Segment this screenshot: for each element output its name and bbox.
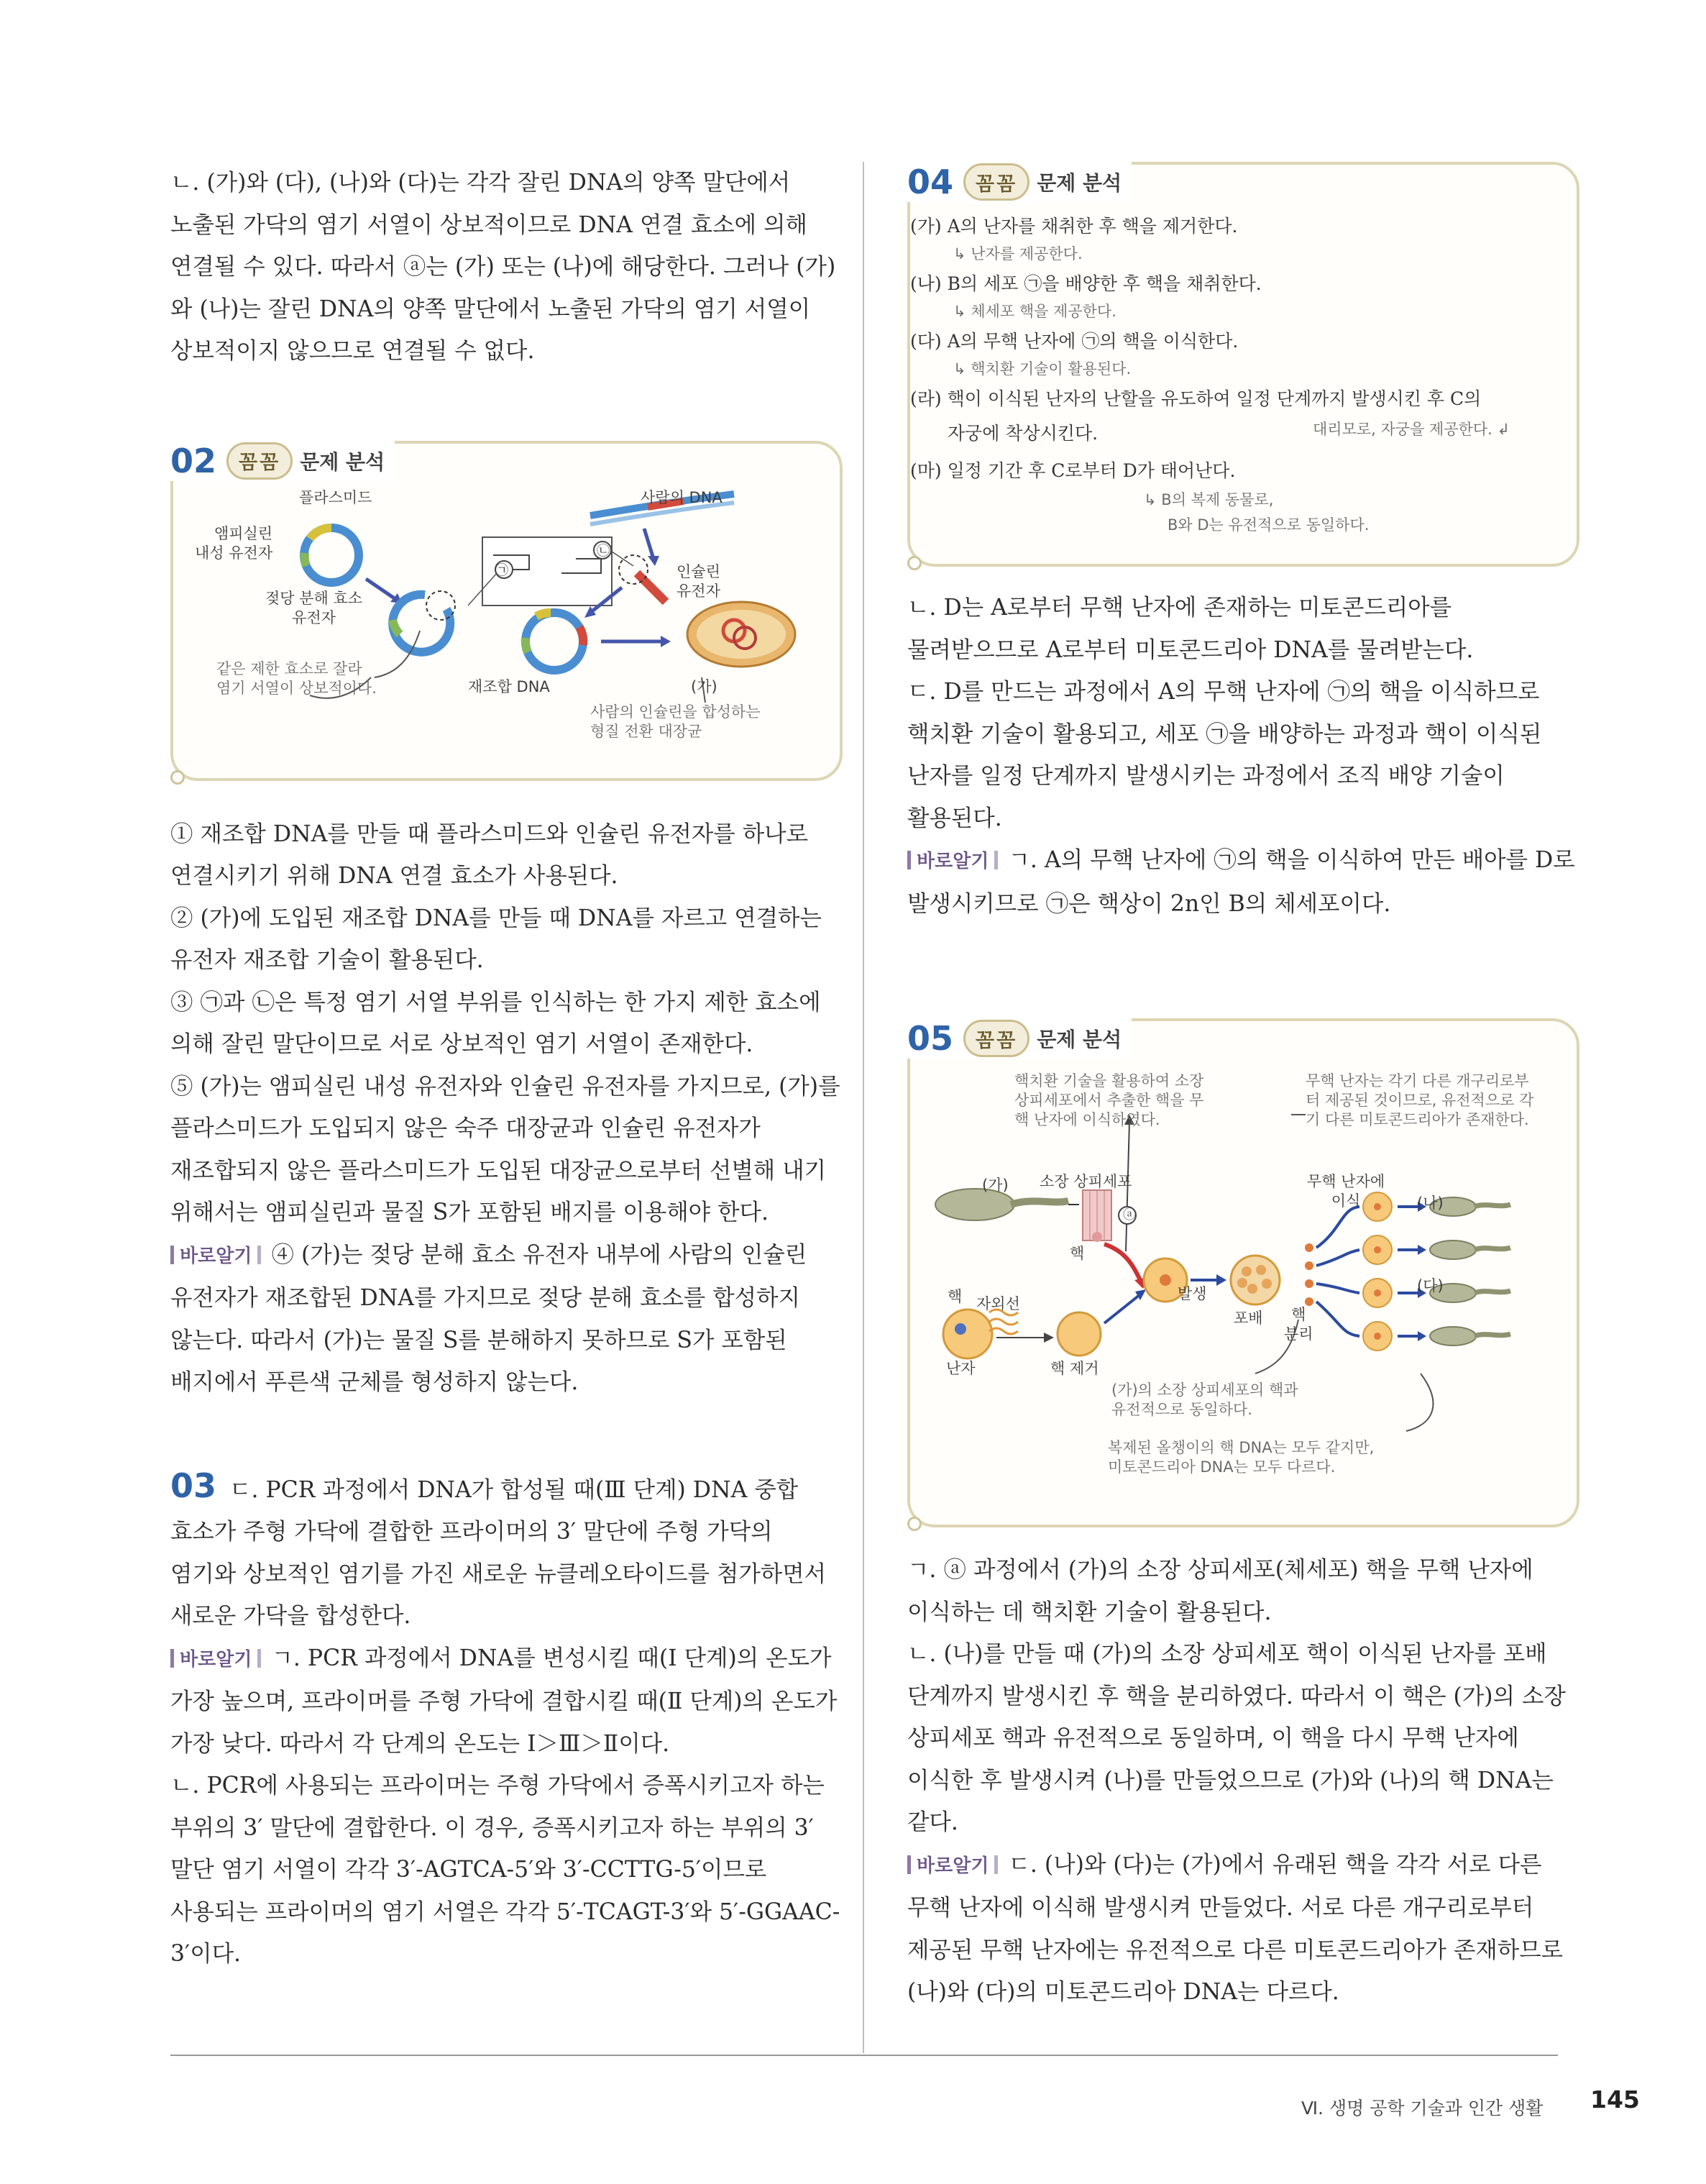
separated-nuclei — [1305, 1243, 1313, 1306]
q5-box-title: 문제 분석 — [1037, 1028, 1122, 1051]
chapter-title: Ⅵ. 생명 공학 기술과 인간 생활 — [1301, 2098, 1544, 2119]
arrow-1 — [366, 579, 398, 600]
q5-kkomkkom-badge: 꼼꼼 — [963, 1020, 1029, 1057]
box-tail — [907, 556, 922, 570]
lactose-gene-label: 젖당 분해 효소 유전자 — [265, 589, 363, 626]
q4-step-3-note-text: 핵치환 기술이 활용된다. — [971, 360, 1132, 378]
q5-wrong — [907, 1844, 1579, 2014]
footer-rule — [170, 2055, 1558, 2056]
cloned-dna-note: 복제된 올챙이의 핵 DNA는 모두 같지만, 미토콘드리아 DNA는 모두 다르다. — [1108, 1439, 1375, 1476]
recombinant-dna-label: 재조합 DNA — [468, 677, 550, 695]
enucleation-label: 핵 제거 — [1050, 1360, 1099, 1377]
nucleus-separation-label: 핵 분리 — [1284, 1306, 1313, 1343]
q5-analysis-box — [907, 1018, 1579, 1527]
egg-label: 난자 — [946, 1360, 976, 1377]
q3-answer — [170, 1465, 843, 1637]
circle-a-label: ㉠ — [495, 562, 508, 578]
q4-step-4-note-text: 대리모로, 자궁을 제공한다. — [1313, 421, 1492, 438]
ampicillin-gene-label: 앰피실린 내성 유전자 — [195, 524, 273, 562]
q4-step-5: (마) 일정 기간 후 C로부터 D가 태어난다. — [910, 460, 1236, 481]
wrong-answer-badge: 바로알기 — [907, 1845, 998, 1888]
mitochondria-note: 무핵 난자는 각기 다른 개구리로부 터 제공된 것이므로, 유전적으로 각 기 다른 미토콘드리아가 존재한다. — [1306, 1072, 1534, 1128]
insulin-gene-label: 인슐린 유전자 — [677, 562, 720, 600]
a-process-label: ⓐ — [1123, 1207, 1136, 1223]
wrong-answer-badge: 바로알기 — [170, 1235, 261, 1278]
q2-wrong — [170, 1234, 843, 1404]
right-column — [907, 162, 1579, 2014]
q4-box-header — [907, 162, 1132, 202]
q5-answer-1: ㄱ. ⓐ 과정에서 (가)의 소장 상피세포(체세포) 핵을 무핵 난자에 이식하는 데 핵치환 기술이 활용된다. — [907, 1557, 1533, 1625]
page-number: 145 — [1590, 2085, 1640, 2114]
ga-frog-label: (가) — [982, 1176, 1009, 1194]
q4-step-4: (라) 핵이 이식된 난자의 난할을 유도하여 일정 단계까지 발생시킨 후 C의 — [910, 388, 1482, 409]
q2-answer-3: ③ ㉠과 ㉡은 특정 염기 서열 부위를 인식하는 한 가지 제한 효소에 의해 잘린 말단이므로 서로 상보적인 염기 서열이 존재한다. — [170, 989, 821, 1057]
q2-box-header — [170, 441, 395, 481]
human-dna-label: 사람의 DNA — [641, 488, 723, 506]
q5-answer-2: ㄴ. (나)를 만들 때 (가)의 소장 상피세포 핵이 이식된 난자를 포배 단계까지 발생시킨 후 핵을 분리하였다. 따라서 이 핵은 (가)의 소장 상피세포 핵과 유전적으로 동일하며, 이 핵을 다시 무핵 난자에 이식한 후 발생시켜 (나)를 만들었으므로 (가)와 (나)의 핵 DNA는 같다. — [907, 1641, 1566, 1835]
intestinal-cell — [1083, 1190, 1111, 1242]
q4-step-1: (가) A의 난자를 채취한 후 핵을 제거한다. — [910, 216, 1238, 237]
wrong-answer-badge: 바로알기 — [907, 841, 998, 883]
q4-step-5-note-2: B와 D는 유전적으로 동일하다. — [1168, 516, 1370, 534]
q2-analysis-box — [170, 441, 843, 781]
plasmid-ring — [304, 528, 359, 582]
same-nucleus-note: (가)의 소장 상피세포의 핵과 유전적으로 동일하다. — [1111, 1381, 1298, 1418]
q4-analysis-box — [907, 162, 1579, 567]
q4-step-4-cont: 자궁에 착상시킨다. — [948, 423, 1099, 444]
wrong-answer-badge: 바로알기 — [170, 1639, 261, 1681]
q4-step-2: (나) B의 세포 ㉠을 배양한 후 핵을 채취한다. — [910, 273, 1262, 294]
q2-answer-1: ① 재조합 DNA를 만들 때 플라스미드와 인슐린 유전자를 하나로 연결시키기 위해 DNA 연결 효소가 사용된다. — [170, 821, 809, 889]
q2-number: 02 — [170, 441, 217, 480]
blastula-label: 포배 — [1234, 1310, 1263, 1327]
development-label: 발생 — [1178, 1285, 1207, 1302]
q4-step-5-note-1-text: B의 복제 동물로, — [1161, 491, 1274, 508]
q2-wrong-text: ④ (가)는 젖당 분해 효소 유전자 내부에 사람의 인슐린 유전자가 재조합된 DNA를 가지므로 젖당 분해 효소를 합성하지 않는다. 따라서 (가)는 물질 S를 분해하지 못하므로 S가 포함된 배지에서 푸른색 군체를 형성하지 않는다. — [170, 1241, 807, 1395]
q3-wrong-1-text: ㄱ. PCR 과정에서 DNA를 변성시킬 때(Ⅰ 단계)의 온도가 가장 높으며, 프라이머를 주형 가닥에 결합시킬 때(Ⅱ 단계)의 온도가 가장 낮다. 따라서 각 단계의 온도는 Ⅰ＞Ⅲ＞Ⅱ이다. — [170, 1645, 838, 1757]
q4-step-2-note-text: 체세포 핵을 제공한다. — [971, 303, 1116, 320]
q4-step-4-note: 대리모로, 자궁을 제공한다. ↲ — [1313, 421, 1510, 438]
q3-wrong-2: ㄴ. PCR에 사용되는 프라이머는 주형 가닥에서 증폭시키고자 하는 부위의 3′ 말단에 결합한다. 이 경우, 증폭시키고자 하는 부위의 3′ 말단 염기 서열이 각각 3′-AGTCA-5′와 3′-CCTTG-5′이므로 사용되는 프라이머의 염기 서열은 각각 5′-TCAGT-3′와 5′-GGAAC-3′이다. — [170, 1773, 840, 1967]
q3-wrong-1 — [170, 1637, 843, 1765]
q2-answer-5: ⑤ (가)는 앰피실린 내성 유전자와 인슐린 유전자를 가지므로, (가)를 플라스미드가 도입되지 않은 숙주 대장균과 인슐린 유전자가 재조합되지 않은 플라스미드가 도입된 대장균으로부터 선별해 내기 위해서는 앰피실린과 물질 S가 포함된 배지를 이용해야 한다. — [170, 1073, 840, 1225]
q2-kkomkkom-badge: 꼼꼼 — [226, 442, 293, 480]
transformed-bacterium — [687, 602, 795, 667]
q4-step-5-note-1: ↳ B의 복제 동물로, — [1144, 491, 1274, 508]
q4-number: 04 — [907, 163, 954, 201]
q4-kkomkkom-badge: 꼼꼼 — [963, 163, 1029, 201]
uv-label: 자외선 — [976, 1295, 1020, 1312]
cut-plasmid — [393, 591, 455, 652]
enucleated-egg — [1058, 1312, 1101, 1356]
q2-answer-2: ② (가)에 도입된 재조합 DNA를 만들 때 DNA를 자르고 연결하는 유전자 재조합 기술이 활용된다. — [170, 905, 822, 973]
q3-number: 03 — [170, 1466, 217, 1505]
column-divider — [863, 162, 864, 2053]
egg-with-nucleus — [943, 1310, 992, 1358]
nucleus-label: 핵 — [948, 1288, 963, 1305]
clone-row-2 — [1363, 1235, 1510, 1264]
recombinant-plasmid — [526, 612, 584, 670]
nuclear-transfer-note: 핵치환 기술을 활용하여 소장 상피세포에서 추출한 핵을 무 핵 난자에 이식하였다. — [1014, 1072, 1204, 1128]
da-label: (다) — [1417, 1277, 1444, 1294]
circle-b-label: ㉡ — [597, 543, 610, 559]
q2-box-title: 문제 분석 — [300, 449, 385, 474]
intestinal-cell-label: 소장 상피세포 — [1040, 1173, 1132, 1190]
complementary-note: 같은 제한 효소로 잘라 염기 서열이 상보적이다. — [216, 659, 377, 697]
q5-number: 05 — [907, 1019, 954, 1058]
q4-step-2-note: ↳ 체세포 핵을 제공한다. — [953, 303, 1116, 320]
clone-row-4 — [1363, 1322, 1510, 1351]
transplant-label: 무핵 난자에 이식 — [1307, 1173, 1385, 1210]
box-tail — [907, 1517, 922, 1531]
q4-step-3-note: ↳ 핵치환 기술이 활용된다. — [953, 360, 1132, 378]
q4-step-1-note: ↳ 난자를 제공한다. — [953, 245, 1083, 262]
q4-step-3: (다) A의 무핵 난자에 ㉠의 핵을 이식한다. — [910, 331, 1239, 352]
q4-answer-1: ㄴ. D는 A로부터 무핵 난자에 존재하는 미토콘드리아를 물려받으므로 A로부터 미토콘드리아 DNA를 물려받는다. — [907, 595, 1474, 663]
left-column — [170, 162, 843, 1975]
plasmid-label: 플라스미드 — [299, 488, 372, 506]
q4-wrong-text: ㄱ. A의 무핵 난자에 ㉠의 핵을 이식하여 만든 배아를 D로 발생시키므로 ㉠은 핵상이 2n인 B의 체세포이다. — [907, 847, 1575, 917]
na-label: (나) — [1417, 1194, 1444, 1212]
q4-answer-2: ㄷ. D를 만드는 과정에서 A의 무핵 난자에 ㉠의 핵을 이식하므로 핵치환 기술이 활용되고, 세포 ㉠을 배양하는 과정과 핵이 이식된 난자를 일정 단계까지 발생시키는 과정에서 조직 배양 기술이 활용된다. — [907, 679, 1542, 831]
arrow-2 — [644, 529, 653, 559]
insulin-gene-fragment — [619, 555, 666, 602]
q3-text: ㄷ. PCR 과정에서 DNA가 합성될 때(Ⅲ 단계) DNA 중합 효소가 주형 가닥에 결합한 프라이머의 3′ 말단에 주형 가닥의 염기와 상보적인 염기를 가진 새로운 뉴클레오타이드를 첨가하면서 새로운 가닥을 합성한다. — [170, 1476, 827, 1629]
q1-continuation: ㄴ. (가)와 (다), (나)와 (다)는 각각 잘린 DNA의 양쪽 말단에서 노출된 가닥의 염기 서열이 상보적이므로 DNA 연결 효소에 의해 연결될 수 있다. 따라서 ⓐ는 (가) 또는 (나)에 해당한다. 그러나 (가)와 (나)는 잘린 DNA의 양쪽 말단에서 노출된 가닥의 염기 서열이 상보적이지 않으므로 연결될 수 없다. — [170, 170, 836, 364]
blastula — [1231, 1256, 1280, 1305]
q4-wrong — [907, 839, 1579, 925]
q5-box-header — [907, 1018, 1132, 1059]
nucleus-label-upper: 핵 — [1070, 1245, 1085, 1262]
ga-label: (가) — [691, 677, 717, 695]
q4-step-1-note-text: 난자를 제공한다. — [971, 245, 1083, 262]
q5-wrong-text: ㄷ. (나)와 (다)는 (가)에서 유래된 핵을 각각 서로 다른 무핵 난자에 이식해 발생시켜 만들었다. 서로 다른 개구리로부터 제공된 무핵 난자에는 유전적으로 다른 미토콘드리아가 존재하므로 (나)와 (다)의 미토콘드리아 DNA는 다르다. — [907, 1851, 1564, 2005]
q4-box-title: 문제 분석 — [1037, 171, 1122, 195]
transformed-ecoli-note: 사람의 인슐린을 합성하는 형질 전환 대장균 — [590, 703, 761, 740]
box-tail — [170, 770, 185, 785]
